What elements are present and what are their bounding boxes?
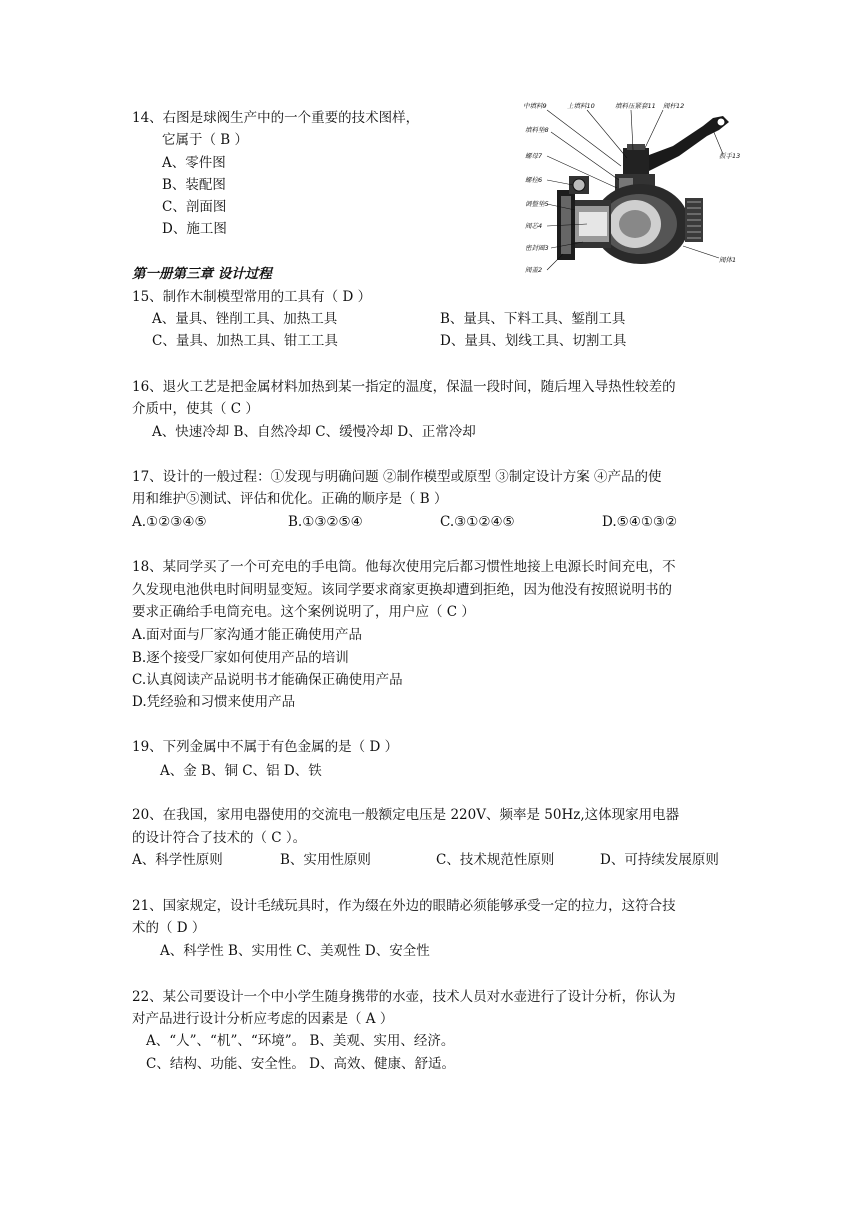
q22-options-line2: C、结构、功能、安全性。 D、高效、健康、舒适。 bbox=[146, 1056, 455, 1072]
q14-option-a: A、零件图 bbox=[162, 155, 226, 171]
q22-stem-line2: 对产品进行设计分析应考虑的因素是（ A ） bbox=[132, 1011, 394, 1027]
label-valve-stem: 阀杆12 bbox=[663, 102, 685, 110]
q18-option-a: A.面对面与厂家沟通才能正确使用产品 bbox=[132, 627, 363, 643]
label-middle-packing: 中填料9 bbox=[523, 102, 547, 110]
q18-stem-line3: 要求正确给手电筒充电。这个案例说明了，用户应（ C ） bbox=[132, 604, 475, 620]
label-seal-ring: 密封圈3 bbox=[525, 244, 549, 252]
q20-option-d: D、可持续发展原则 bbox=[600, 852, 719, 868]
label-valve-body: 阀体1 bbox=[719, 256, 737, 264]
q17-option-d: D.⑤④①③② bbox=[602, 514, 678, 530]
q15-stem: 15、制作木制模型常用的工具有（ D ） bbox=[132, 289, 372, 305]
label-packing-sleeve: 填料压紧套11 bbox=[615, 102, 656, 110]
label-nut: 螺母7 bbox=[525, 152, 543, 160]
q16-stem-line2: 介质中，使其（ C ） bbox=[132, 401, 259, 417]
q20-stem-line1: 20、在我国，家用电器使用的交流电一般额定电压是 220V、频率是 50Hz,这体现家用电器 bbox=[132, 807, 680, 823]
q17-option-b: B.①③②⑤④ bbox=[288, 514, 363, 530]
q14-option-b: B、装配图 bbox=[162, 177, 226, 193]
q20-option-a: A、科学性原则 bbox=[132, 852, 223, 868]
q21-stem-line2: 术的（ D ） bbox=[132, 920, 206, 936]
q18-stem-line1: 18、某同学买了一个可充电的手电筒。他每次使用完后都习惯性地接上电源长时间充电，不 bbox=[132, 559, 676, 575]
q18-option-c: C.认真阅读产品说明书才能确保正确使用产品 bbox=[132, 672, 403, 688]
label-upper-packing: 上填料10 bbox=[567, 102, 595, 110]
q15-option-b: B、量具、下料工具、錾削工具 bbox=[440, 311, 626, 327]
section-title: 第一册第三章 设计过程 bbox=[132, 266, 272, 282]
q14-stem-line2: 它属于（ B ） bbox=[162, 132, 249, 148]
q18-option-b: B.逐个接受厂家如何使用产品的培训 bbox=[132, 650, 349, 666]
ball-valve-diagram bbox=[523, 96, 745, 282]
label-adjust-pad: 调整垫5 bbox=[525, 200, 549, 208]
label-valve-core: 阀芯4 bbox=[525, 222, 543, 230]
q22-stem-line1: 22、某公司要设计一个中小学生随身携带的水壶，技术人员对水壶进行了设计分析，你认为 bbox=[132, 989, 676, 1005]
q20-option-b: B、实用性原则 bbox=[280, 852, 371, 868]
q15-option-c: C、量具、加热工具、钳工工具 bbox=[152, 333, 338, 349]
q15-option-a: A、量具、锉削工具、加热工具 bbox=[152, 311, 338, 327]
q17-stem-line2: 用和维护⑤测试、评估和优化。正确的顺序是（ B ） bbox=[132, 491, 448, 507]
q19-stem: 19、下列金属中不属于有色金属的是（ D ） bbox=[132, 739, 399, 755]
q19-options: A、金 B、铜 C、铝 D、铁 bbox=[160, 763, 322, 779]
q21-options: A、科学性 B、实用性 C、美观性 D、安全性 bbox=[160, 943, 430, 959]
label-wrench: 扳手13 bbox=[719, 152, 741, 160]
q21-stem-line1: 21、国家规定，设计毛绒玩具时，作为缀在外边的眼睛必须能够承受一定的拉力，这符合技 bbox=[132, 898, 676, 914]
q17-option-c: C.③①②④⑤ bbox=[440, 514, 515, 530]
label-bolt: 螺栓6 bbox=[525, 176, 543, 184]
q16-stem-line1: 16、退火工艺是把金属材料加热到某一指定的温度，保温一段时间，随后埋入导热性较差的 bbox=[132, 379, 676, 395]
label-packing-pad: 填料垫8 bbox=[525, 126, 549, 134]
q16-options: A、快速冷却 B、自然冷却 C、缓慢冷却 D、正常冷却 bbox=[152, 424, 476, 440]
q18-option-d: D.凭经验和习惯来使用产品 bbox=[132, 694, 296, 710]
q14-option-c: C、剖面图 bbox=[162, 199, 227, 215]
q20-stem-line2: 的设计符合了技术的（ C ）。 bbox=[132, 830, 307, 846]
q17-stem-line1: 17、设计的一般过程：①发现与明确问题 ②制作模型或原型 ③制定设计方案 ④产品的使 bbox=[132, 469, 662, 485]
q15-option-d: D、量具、划线工具、切割工具 bbox=[440, 333, 627, 349]
q18-stem-line2: 久发现电池供电时间明显变短。该同学要求商家更换却遭到拒绝，因为他没有按照说明书的 bbox=[132, 582, 672, 598]
q14-option-d: D、施工图 bbox=[162, 221, 227, 237]
q14-stem-line1: 14、右图是球阀生产中的一个重要的技术图样， bbox=[132, 110, 420, 126]
q20-option-c: C、技术规范性原则 bbox=[436, 852, 555, 868]
q17-option-a: A.①②③④⑤ bbox=[132, 514, 207, 530]
label-valve-cover: 阀盖2 bbox=[525, 266, 543, 274]
q22-options-line1: A、“人”、“机”、“环境”。 B、美观、实用、经济。 bbox=[146, 1033, 455, 1049]
